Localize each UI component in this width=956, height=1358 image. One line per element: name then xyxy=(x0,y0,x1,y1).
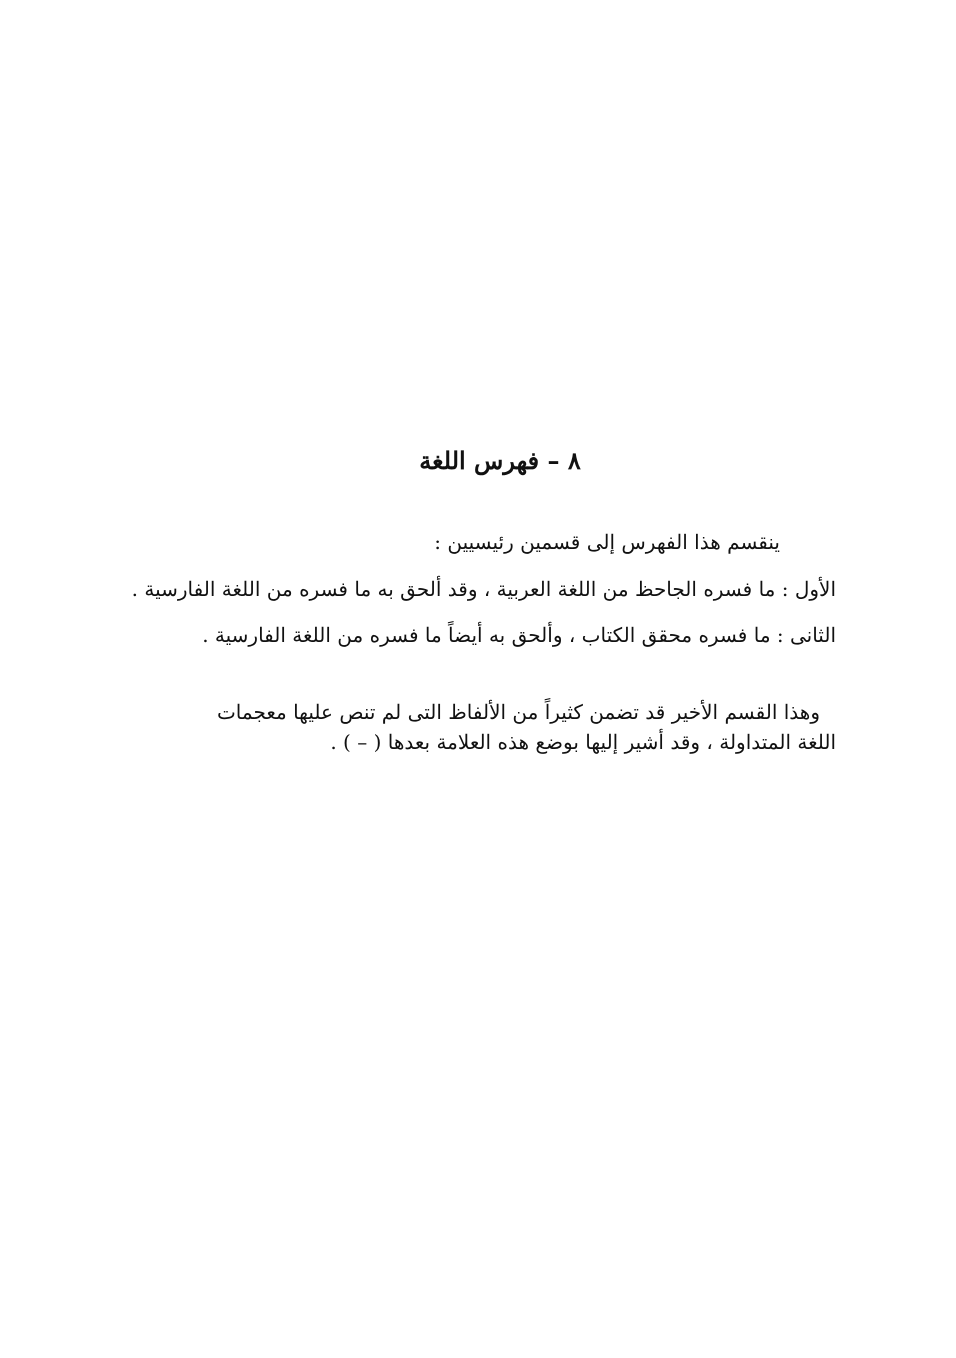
note-line: وهذا القسم الأخير قد تضمن كثيراً من الألفاظ التى لم تنص عليها معجمات xyxy=(216,700,820,724)
first-section-line: الأول : ما فسره الجاحظ من اللغة العربية ، وقد ألحق به ما فسره من اللغة الفارسية . xyxy=(131,577,836,601)
note-line: اللغة المتداولة ، وقد أشير إليها بوضع هذه العلامة بعدها ( – ) . xyxy=(330,730,836,754)
second-section-line: الثانى : ما فسره محقق الكتاب ، وألحق به أيضاً ما فسره من اللغة الفارسية . xyxy=(202,623,836,647)
intro-line: ينقسم هذا الفهرس إلى قسمين رئيسيين : xyxy=(434,530,780,554)
section-heading: ٨ – فهرس اللغة xyxy=(419,446,581,475)
note-paragraph xyxy=(172,697,836,757)
